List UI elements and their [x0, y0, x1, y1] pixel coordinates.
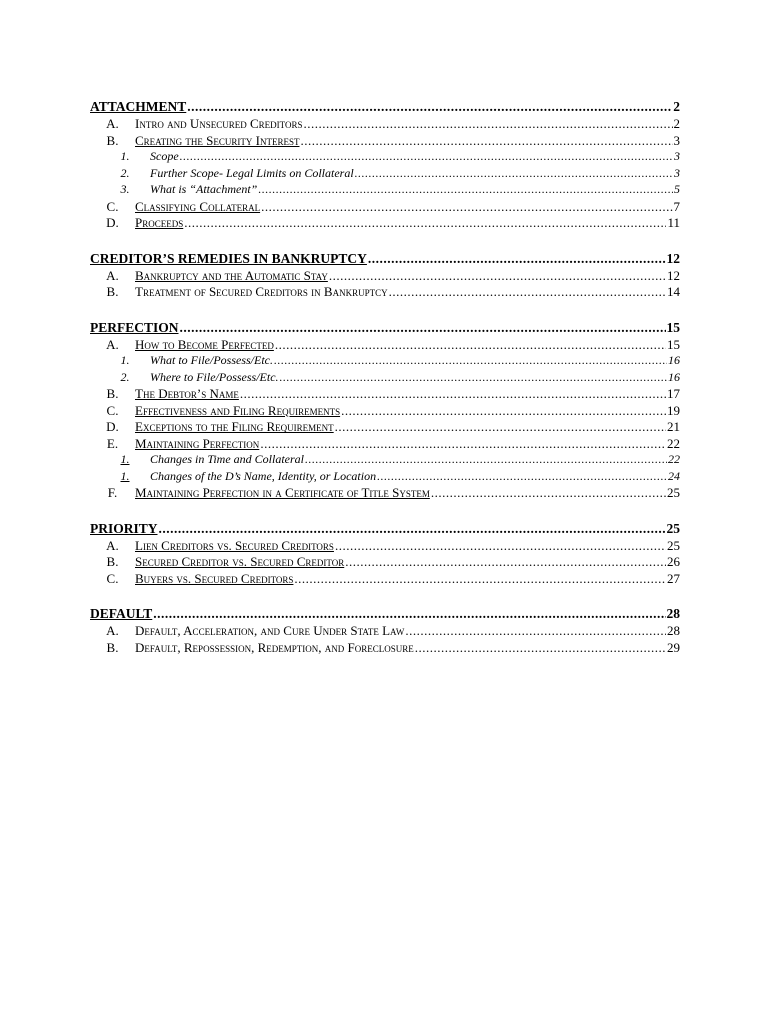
entry-number: B. [106, 284, 119, 299]
toc-subentry[interactable] [90, 284, 680, 301]
dot-leader [377, 469, 667, 484]
entry-title: Default, Acceleration, and Cure Under State Law [135, 623, 405, 638]
page-number: 25 [666, 520, 680, 536]
toc-subentry[interactable] [90, 623, 680, 640]
page-number: 3 [674, 149, 680, 163]
toc-subsubentry[interactable] [90, 469, 680, 486]
entry-title: Treatment of Secured Creditors in Bankruptcy [135, 284, 388, 299]
page-number: 12 [666, 250, 680, 266]
dot-leader [368, 251, 666, 267]
dot-leader [355, 166, 673, 181]
dot-leader [258, 182, 673, 197]
entry-number: E. [106, 435, 119, 451]
toc-subentry[interactable] [90, 133, 680, 150]
entry-title: Secured Creditor vs. Secured Creditor [135, 554, 345, 569]
dot-leader [345, 554, 666, 570]
dot-leader [335, 538, 666, 554]
dot-leader [329, 268, 666, 284]
page-number: 12 [667, 267, 680, 283]
entry-number: A. [106, 116, 119, 131]
page-number: 7 [673, 198, 680, 214]
page-number: 14 [667, 284, 680, 299]
entry-title: Changes of the D’s Name, Identity, or Location [150, 468, 377, 483]
toc-subentry[interactable] [90, 403, 680, 420]
page-number: 29 [667, 639, 680, 655]
entry-number: C. [106, 402, 119, 418]
entry-number: 1. [120, 452, 130, 466]
page-number: 15 [667, 336, 680, 352]
entry-title: Maintaining Perfection in a Certificate of Title System [135, 485, 430, 500]
dot-leader [294, 571, 666, 587]
section-title: ATTACHMENT [90, 99, 187, 114]
entry-number: 1. [120, 149, 130, 163]
toc-section-heading[interactable] [90, 606, 680, 623]
dot-leader [240, 386, 666, 402]
entry-title: Scope [150, 149, 179, 163]
dot-leader [187, 99, 672, 115]
dot-leader [159, 521, 666, 537]
entry-number: D. [106, 419, 119, 434]
dot-leader [180, 320, 666, 336]
section-title: CREDITOR’S REMEDIES IN BANKRUPTCY [90, 250, 367, 266]
entry-number: A. [106, 336, 119, 352]
dot-leader [180, 149, 673, 164]
dot-leader [305, 452, 667, 467]
toc-subsubentry[interactable] [90, 166, 680, 183]
page-number: 17 [667, 386, 680, 401]
dot-leader [335, 419, 666, 435]
toc-subentry[interactable] [90, 116, 680, 133]
page-number: 21 [667, 419, 680, 434]
toc-subentry[interactable] [90, 640, 680, 657]
entry-title: Creating the Security Interest [135, 132, 300, 148]
dot-leader [303, 116, 672, 132]
page-number: 16 [668, 353, 680, 367]
page-number: 25 [667, 485, 680, 500]
page-number: 2 [673, 99, 680, 114]
toc-subentry[interactable] [90, 436, 680, 453]
entry-number: 2. [120, 165, 130, 180]
toc-subentry[interactable] [90, 485, 680, 502]
entry-number: 1. [120, 353, 130, 367]
entry-number: B. [106, 132, 119, 148]
entry-number: D. [106, 215, 119, 230]
entry-title: Proceeds [135, 215, 184, 230]
toc-subsubentry[interactable] [90, 370, 680, 387]
toc-subsubentry[interactable] [90, 182, 680, 199]
entry-number: A. [106, 267, 119, 283]
page-number: 22 [668, 452, 680, 466]
dot-leader [275, 337, 666, 353]
entry-number: B. [106, 639, 119, 655]
toc-subentry[interactable] [90, 538, 680, 555]
entry-title: Default, Repossession, Redemption, and Foreclosure [135, 639, 414, 655]
toc-section-heading[interactable] [90, 99, 680, 116]
page-number: 15 [666, 319, 680, 335]
entry-number: A. [106, 537, 119, 553]
entry-number: B. [106, 554, 119, 569]
entry-title: How to Become Perfected [135, 336, 274, 352]
dot-leader [431, 485, 666, 501]
dot-leader [153, 606, 665, 622]
entry-title: Effectiveness and Filing Requirements [135, 402, 341, 418]
table-of-contents [90, 99, 680, 656]
entry-number: A. [106, 623, 119, 638]
entry-title: Further Scope- Legal Limits on Collateral [150, 165, 354, 180]
page-number: 28 [666, 606, 680, 621]
toc-subentry[interactable] [90, 554, 680, 571]
entry-title: What is “Attachment” [150, 182, 258, 196]
page-number: 5 [674, 182, 680, 196]
toc-section-heading[interactable] [90, 521, 680, 538]
dot-leader [341, 403, 666, 419]
dot-leader [300, 133, 672, 149]
dot-leader [260, 436, 666, 452]
entry-title: Lien Creditors vs. Secured Creditors [135, 537, 334, 553]
page-number: 24 [668, 468, 680, 483]
page-number: 16 [668, 369, 680, 384]
dot-leader [261, 199, 672, 215]
dot-leader [274, 353, 667, 368]
entry-title: Bankruptcy and the Automatic Stay [135, 267, 328, 283]
entry-title: The Debtor’s Name [135, 386, 239, 401]
entry-number: 2. [120, 369, 130, 384]
dot-leader [415, 640, 666, 656]
entry-title: Intro and Unsecured Creditors [135, 116, 303, 131]
toc-subentry[interactable] [90, 337, 680, 354]
page-number: 19 [667, 402, 680, 418]
entry-number: B. [106, 386, 119, 401]
page-number: 3 [674, 165, 680, 180]
entry-title: Classifying Collateral [135, 198, 261, 214]
entry-number: C. [106, 570, 119, 586]
toc-subentry[interactable] [90, 268, 680, 285]
toc-subentry[interactable] [90, 199, 680, 216]
entry-title: Maintaining Perfection [135, 435, 260, 451]
dot-leader [405, 623, 666, 639]
toc-subsubentry[interactable] [90, 353, 680, 370]
entry-title: What to File/Possess/Etc. [150, 353, 273, 367]
entry-title: Where to File/Possess/Etc. [150, 369, 279, 384]
toc-subentry[interactable] [90, 215, 680, 232]
dot-leader [184, 215, 666, 231]
toc-section-heading[interactable] [90, 320, 680, 337]
section-title: DEFAULT [90, 606, 153, 621]
page-number: 25 [667, 537, 680, 553]
toc-section-heading[interactable] [90, 251, 680, 268]
toc-subsubentry[interactable] [90, 452, 680, 469]
entry-title: Exceptions to the Filing Requirement [135, 419, 334, 434]
page-number: 22 [667, 435, 680, 451]
page-number: 26 [667, 554, 680, 569]
entry-number: 1. [120, 468, 130, 483]
page-number: 27 [667, 570, 680, 586]
entry-title: Buyers vs. Secured Creditors [135, 570, 294, 586]
section-title: PRIORITY [90, 520, 158, 536]
page-number: 11 [667, 215, 680, 230]
dot-leader [389, 284, 666, 300]
toc-subentry[interactable] [90, 571, 680, 588]
section-title: PERFECTION [90, 319, 179, 335]
page-number: 3 [673, 132, 680, 148]
toc-subsubentry[interactable] [90, 149, 680, 166]
page-number: 28 [667, 623, 680, 638]
entry-title: Changes in Time and Collateral [150, 452, 305, 466]
toc-subentry[interactable] [90, 386, 680, 403]
dot-leader [280, 370, 667, 385]
entry-number: C. [106, 198, 119, 214]
entry-number: F. [107, 485, 118, 500]
entry-number: 3. [120, 182, 130, 196]
toc-subentry[interactable] [90, 419, 680, 436]
page-number: 2 [673, 116, 680, 131]
